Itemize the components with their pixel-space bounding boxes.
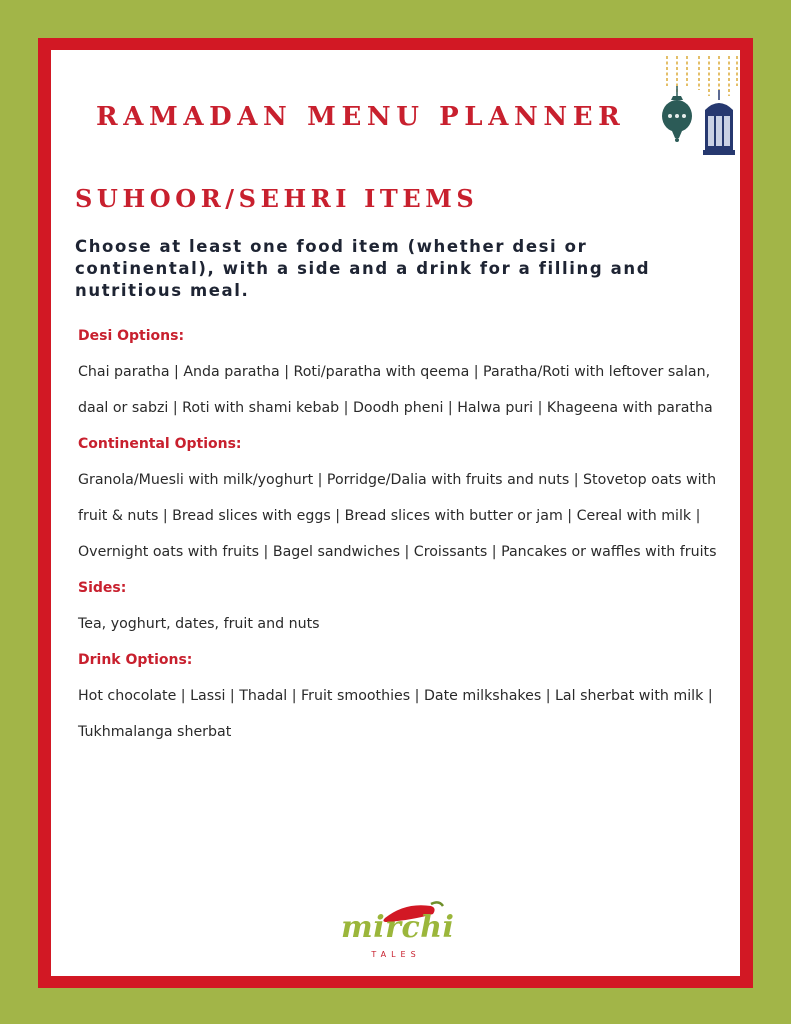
desi-options-label: Desi Options: [78,328,185,344]
menu-sheet [51,50,740,976]
menu-content [78,318,738,750]
sides-label: Sides: [78,580,127,596]
red-frame [38,38,753,988]
mirchi-tales-logo [341,898,461,968]
hanging-lanterns-icon [661,56,739,162]
continental-options-label: Continental Options: [78,436,242,452]
desi-options-text: Chai paratha | Anda paratha | Roti/paratha with qeema | Paratha/Roti with leftover salan, daal or sabzi | Roti with shami kebab | Doodh pheni | Halwa puri | Khageena with paratha [78,364,713,416]
sides-text: Tea, yoghurt, dates, fruit and nuts [78,616,320,632]
drink-options-label: Drink Options: [78,652,193,668]
section-title: SUHOOR/SEHRI ITEMS [75,184,479,213]
logo-subtitle: TALES [371,950,421,959]
page-title: RAMADAN MENU PLANNER [96,102,626,132]
drink-options-text: Hot chocolate | Lassi | Thadal | Fruit smoothies | Date milkshakes | Lal sherbat with milk | Tukhmalanga sherbat [78,688,713,740]
intro-text: Choose at least one food item (whether desi or continental), with a side and a drink for a filling and nutritious meal. [75,237,651,300]
continental-options-section [78,426,738,570]
drink-options-section [78,642,738,750]
sides-section [78,570,738,642]
logo-word: mirchi [341,910,455,945]
desi-options-section [78,318,738,426]
continental-options-text: Granola/Muesli with milk/yoghurt | Porridge/Dalia with fruits and nuts | Stovetop oats with fruit & nuts | Bread slices with eggs | Bread slices with butter or jam | Cereal with milk | Overnight oats with fruits | Bagel sandwiches | Croissants | Pancakes or waffles with fruits [78,472,717,560]
